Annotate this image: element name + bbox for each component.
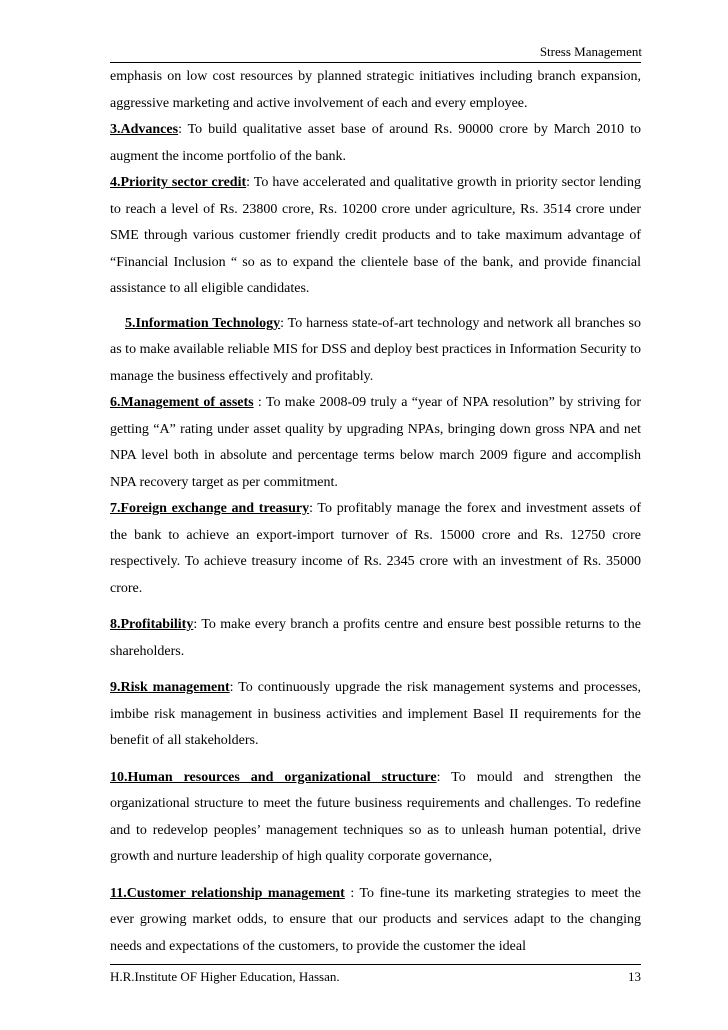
paragraph-text: : To have accelerated and qualitative growth in priority sector lending to reach a level of Rs. 23800 crore, Rs. 10200 crore under agriculture, Rs. 3514 crore under SME through various customer friendly credit products and to take maximum advantage of “Financial Inclusion “ so as to expand the clientele base of the bank, and provide financial assistance to all eligible candidates. (110, 175, 641, 296)
paragraph-heading: 7.Foreign exchange and treasury (110, 501, 310, 516)
paragraph-heading: 3.Advances (110, 122, 179, 137)
document-body (110, 64, 641, 960)
paragraph-text: : To harness state-of-art technology and network all branches so as to make available reliable MIS for DSS and deploy best practices in Information Security to manage the business effectively and profitably. (110, 315, 641, 384)
paragraph-text: : To fine-tune its marketing strategies to meet the ever growing market odds, to ensure that our products and services adapt to the changing needs and expectations of the customers, to provide the customer the ideal (110, 885, 641, 954)
paragraph-text: : To profitably manage the forex and investment assets of the bank to achieve an export-import turnover of Rs. 15000 crore and Rs. 12750 crore respectively. To achieve treasury income of Rs. 2345 crore with an investment of Rs. 35000 crore. (110, 501, 641, 596)
paragraph-heading: 5.Information Technology (125, 315, 281, 331)
page-number: 13 (628, 969, 641, 984)
paragraph-priority-sector (110, 170, 641, 303)
paragraph-information-technology (110, 311, 641, 391)
footer-institute: H.R.Institute OF Higher Education, Hassan. (110, 969, 340, 984)
paragraph-text: : To make 2008-09 truly a “year of NPA resolution” by striving for getting “A” rating under asset quality by upgrading NPAs, bringing down gross NPA and net NPA level both in absolute and percentage terms below march 2009 figure and accomplish NPA recovery target as per commitment. (110, 395, 641, 490)
paragraph-heading: 9.Risk management (110, 680, 230, 695)
paragraph-heading: 11.Customer relationship management (110, 885, 345, 901)
paragraph-profitability (110, 612, 641, 665)
paragraph-text: : To build qualitative asset base of around Rs. 90000 crore by March 2010 to augment the income portfolio of the bank. (110, 122, 641, 164)
paragraph-text: emphasis on low cost resources by planned strategic initiatives including branch expansion, aggressive marketing and active involvement of each and every employee. (110, 69, 641, 111)
paragraph-heading: 4.Priority sector credit (110, 175, 247, 190)
paragraph-text: : To make every branch a profits centre and ensure best possible returns to the shareholders. (110, 617, 641, 659)
paragraph-advances (110, 117, 641, 170)
running-header: Stress Management (539, 44, 642, 59)
paragraph-management-of-assets (110, 390, 641, 496)
paragraph-continued (110, 64, 641, 117)
paragraph-foreign-exchange (110, 496, 641, 602)
paragraph-heading: 10.Human resources and organizational structure (110, 769, 437, 785)
header-rule (110, 62, 641, 63)
paragraph-text: : To mould and strengthen the organizational structure to meet the future business requirements and challenges. To redefine and to redevelop peoples’ management techniques so as to unleash human potential, drive growth and nurture leadership of high quality corporate governance, (110, 769, 641, 864)
paragraph-text: : To continuously upgrade the risk management systems and processes, imbibe risk management in business activities and implement Basel II requirements for the benefit of all stakeholders. (110, 680, 641, 748)
paragraph-customer-relationship (110, 881, 641, 961)
footer-rule (110, 964, 641, 965)
paragraph-risk-management (110, 675, 641, 755)
paragraph-human-resources (110, 765, 641, 871)
paragraph-heading: 8.Profitability (110, 617, 194, 632)
paragraph-heading: 6.Management of assets (110, 395, 254, 410)
